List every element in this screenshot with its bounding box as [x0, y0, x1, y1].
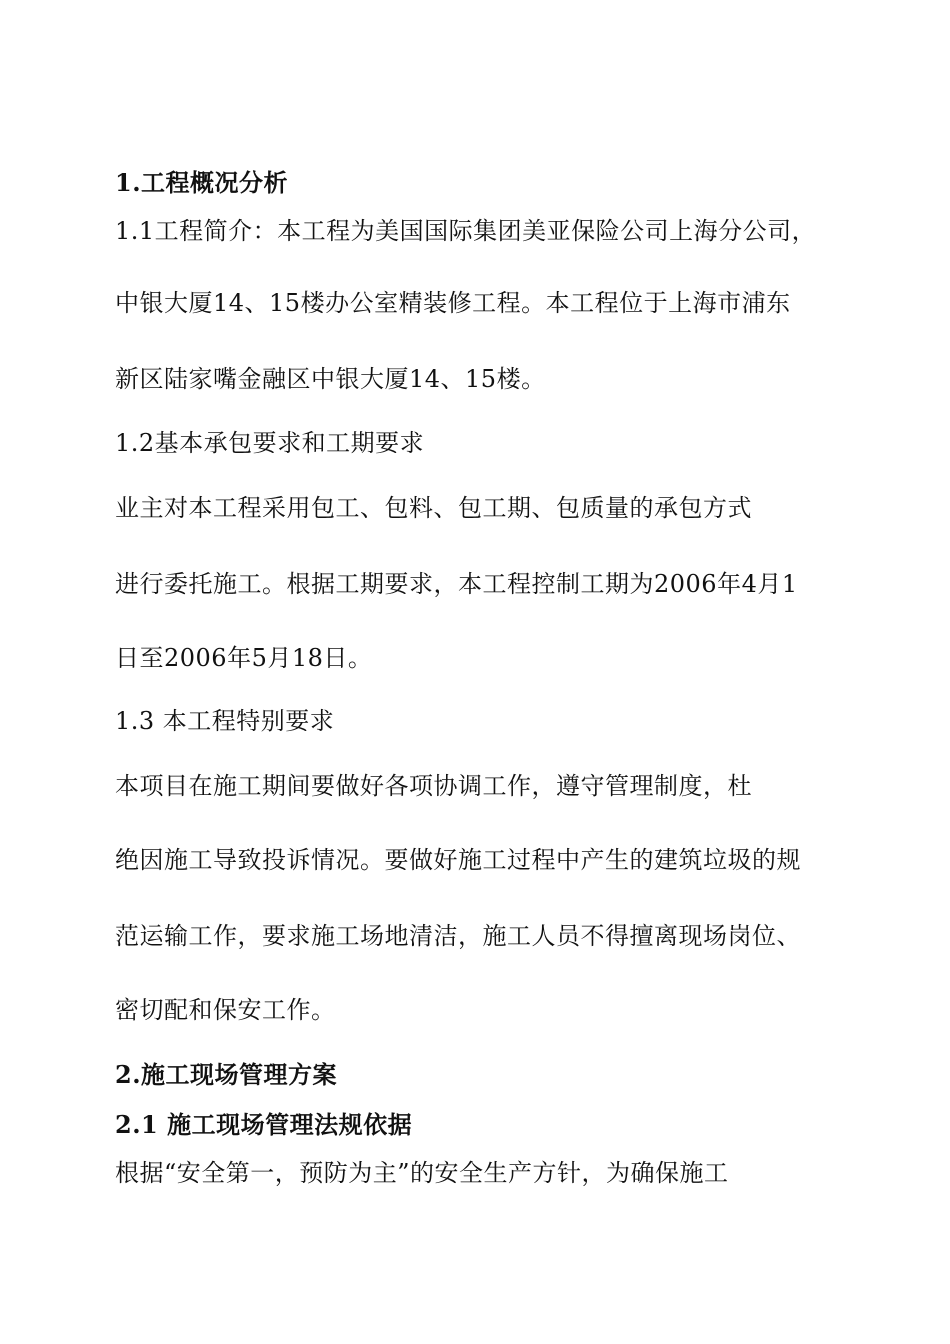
- paragraph-1-2-line-3: 日至2006年5月18日。: [115, 644, 373, 672]
- paragraph-1-1-line-2: 中银大厦14、15楼办公室精装修工程。本工程位于上海市浦东: [115, 289, 791, 317]
- paragraph-1-2-line-2: 进行委托施工。根据工期要求，本工程控制工期为2006年4月1: [115, 570, 798, 598]
- paragraph-1-3-line-2: 绝因施工导致投诉情况。要做好施工过程中产生的建筑垃圾的规: [115, 846, 801, 874]
- paragraph-1-2-line-1: 业主对本工程采用包工、包料、包工期、包质量的承包方式: [115, 494, 752, 522]
- paragraph-2-1-line-1: 根据“安全第一，预防为主”的安全生产方针，为确保施工: [115, 1159, 729, 1187]
- heading-section-1-3: 1.3 本工程特别要求: [115, 707, 335, 735]
- heading-section-1: 1.工程概况分析: [115, 168, 289, 197]
- paragraph-1-3-line-1: 本项目在施工期间要做好各项协调工作，遵守管理制度，杜: [115, 772, 752, 800]
- paragraph-1-1-line-1: 1.1工程简介：本工程为美国国际集团美亚保险公司上海分公司，: [115, 217, 817, 245]
- heading-section-1-2: 1.2基本承包要求和工期要求: [115, 429, 425, 457]
- heading-section-2: 2.施工现场管理方案: [115, 1060, 338, 1089]
- heading-section-2-1: 2.1 施工现场管理法规依据: [115, 1110, 413, 1139]
- paragraph-1-3-line-3: 范运输工作，要求施工场地清洁，施工人员不得擅离现场岗位、: [115, 922, 801, 950]
- paragraph-1-1-line-3: 新区陆家嘴金融区中银大厦14、15楼。: [115, 365, 546, 393]
- paragraph-1-3-line-4: 密切配和保安工作。: [115, 996, 336, 1024]
